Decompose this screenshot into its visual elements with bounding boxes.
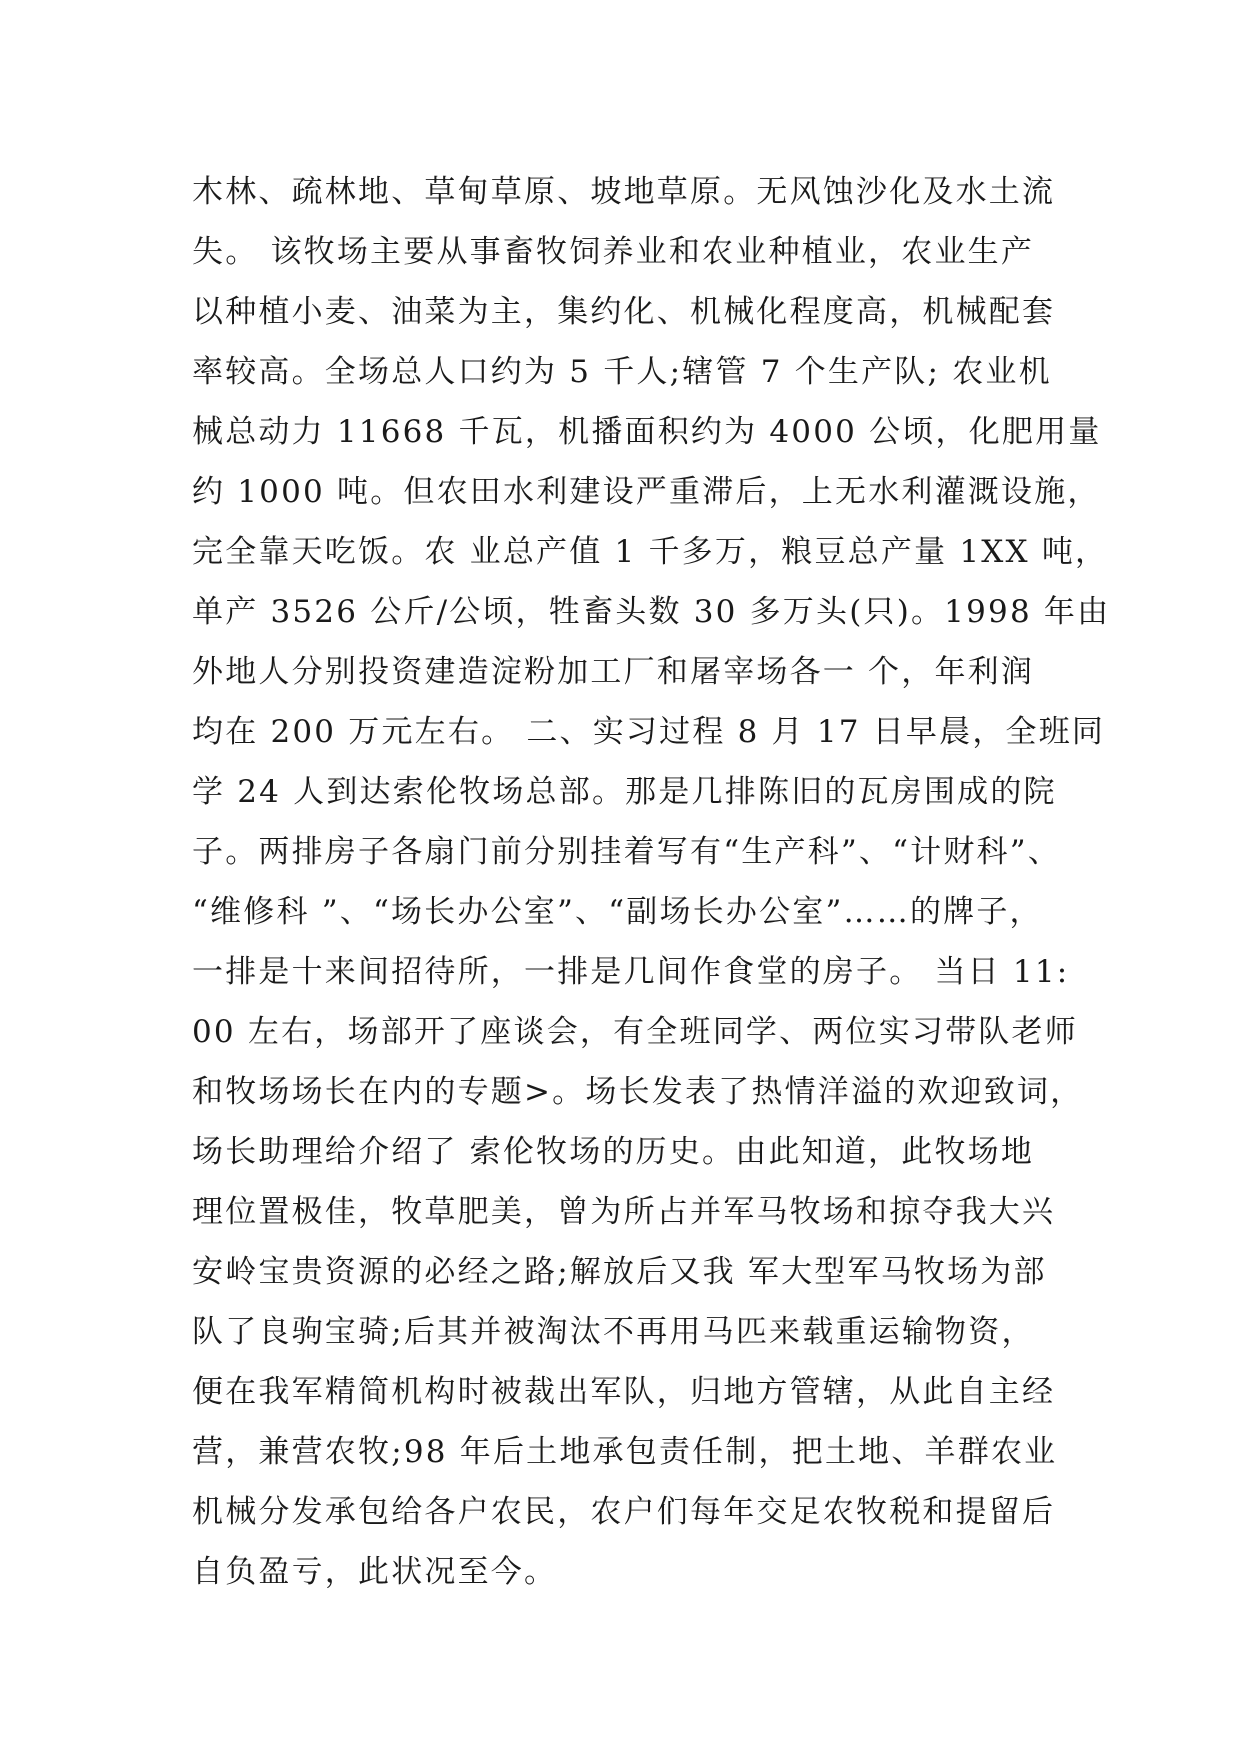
text-line: 一排是十来间招待所，一排是几间作食堂的房子。 当日 11: bbox=[192, 954, 1070, 990]
text-line: 械总动力 11668 千瓦，机播面积约为 4000 公顷，化肥用量 bbox=[192, 414, 1102, 450]
text-line: 自负盈亏，此状况至今。 bbox=[192, 1554, 558, 1590]
text-line: 单产 3526 公斤/公顷，牲畜头数 30 多万头(只)。1998 年由 bbox=[192, 594, 1111, 630]
text-line: 约 1000 吨。但农田水利建设严重滞后，上无水利灌溉设施， bbox=[192, 474, 1101, 510]
text-line: 均在 200 万元左右。 二、实习过程 8 月 17 日早晨，全班同 bbox=[192, 714, 1106, 750]
text-line: 外地人分别投资建造淀粉加工厂和屠宰场各一 个，年利润 bbox=[192, 654, 1035, 690]
text-line: 和牧场场长在内的专题>。场长发表了热情洋溢的欢迎致词， bbox=[192, 1074, 1084, 1110]
text-line: 00 左右，场部开了座谈会，有全班同学、两位实习带队老师 bbox=[192, 1014, 1078, 1050]
text-line: 以种植小麦、油菜为主，集约化、机械化程度高，机械配套 bbox=[192, 294, 1056, 330]
body-text bbox=[192, 162, 1112, 1602]
text-line: 便在我军精简机构时被裁出军队，归地方管辖，从此自主经 bbox=[192, 1374, 1056, 1410]
text-line: 完全靠天吃饭。农 业总产值 1 千多万，粮豆总产量 1XX 吨， bbox=[192, 534, 1109, 570]
text-line: 场长助理给介绍了 索伦牧场的历史。由此知道，此牧场地 bbox=[192, 1134, 1035, 1170]
text-line: 木林、疏林地、草甸草原、坡地草原。无风蚀沙化及水土流 bbox=[192, 174, 1056, 210]
text-line: 理位置极佳，牧草肥美，曾为所占并军马牧场和掠夺我大兴 bbox=[192, 1194, 1056, 1230]
text-line: 机械分发承包给各户农民，农户们每年交足农牧税和提留后 bbox=[192, 1494, 1056, 1530]
text-line: 安岭宝贵资源的必经之路;解放后又我 军大型军马牧场为部 bbox=[192, 1254, 1047, 1290]
text-line: 子。两排房子各扇门前分别挂着写有“生产科”、“计财科”、 bbox=[192, 834, 1061, 870]
text-line: 失。 该牧场主要从事畜牧饲养业和农业种植业，农业生产 bbox=[192, 234, 1035, 270]
text-line: 学 24 人到达索伦牧场总部。那是几排陈旧的瓦房围成的院 bbox=[192, 774, 1057, 810]
text-line: “维修科 ”、“场长办公室”、“副场长办公室”……的牌子， bbox=[192, 894, 1043, 930]
text-line: 率较高。全场总人口约为 5 千人;辖管 7 个生产队; 农业机 bbox=[192, 354, 1052, 390]
text-line: 队了良驹宝骑;后其并被淘汰不再用马匹来载重运输物资， bbox=[192, 1314, 1035, 1350]
text-line: 营，兼营农牧;98 年后土地承包责任制，把土地、羊群农业 bbox=[192, 1434, 1058, 1470]
